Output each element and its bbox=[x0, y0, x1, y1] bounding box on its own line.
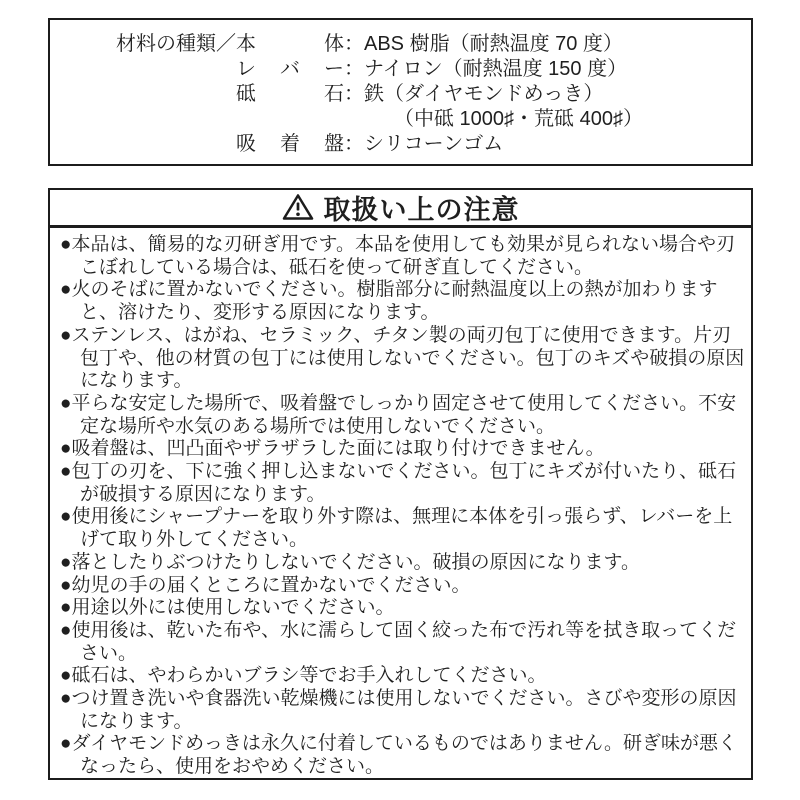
bullet-icon: ● bbox=[60, 461, 72, 483]
precaution-text: 砥石は、やわらかいブラシ等でお手入れしてください。 bbox=[71, 665, 547, 687]
bullet-icon: ● bbox=[60, 506, 72, 528]
materials-spec-box bbox=[48, 18, 753, 166]
precaution-item bbox=[60, 620, 747, 665]
precaution-text: 平らな安定した場所で、吸着盤でしっかり固定させて使用してください。不安定な場所や水気のある場所では使用しないでください。 bbox=[71, 392, 737, 437]
spec-value-suction-pad: シリコーンゴム bbox=[364, 133, 504, 155]
precaution-item bbox=[60, 575, 747, 598]
precautions-title: 取扱い上の注意 bbox=[323, 195, 520, 225]
bullet-icon: ● bbox=[60, 438, 72, 460]
bullet-icon: ● bbox=[60, 574, 72, 596]
precaution-item bbox=[60, 597, 747, 620]
bullet-icon: ● bbox=[60, 392, 72, 414]
precaution-text: 使用後は、乾いた布や、水に濡らして固く絞った布で汚れ等を拭き取ってください。 bbox=[71, 619, 737, 664]
spec-row-whetstone bbox=[50, 82, 751, 107]
materials-label: 材料の種類／ bbox=[116, 33, 236, 55]
precaution-item bbox=[60, 393, 747, 438]
precaution-item bbox=[60, 438, 747, 461]
precaution-item bbox=[60, 665, 747, 688]
spec-value-grit: （中砥 1000♯・荒砥 400♯） bbox=[394, 108, 643, 130]
bullet-icon: ● bbox=[60, 665, 72, 687]
spec-value-whetstone: 鉄（ダイヤモンドめっき） bbox=[364, 83, 604, 105]
spec-value-body: ABS 樹脂（耐熱温度 70 度） bbox=[364, 33, 623, 55]
precaution-item bbox=[60, 733, 747, 778]
bullet-icon: ● bbox=[60, 688, 72, 710]
spec-colon: ： bbox=[344, 133, 364, 155]
spec-key-whetstone: 砥 石 bbox=[236, 83, 344, 105]
spec-row-lever bbox=[50, 57, 751, 82]
precaution-text: 用途以外には使用しないでください。 bbox=[71, 597, 395, 619]
precaution-text: 吸着盤は、凹凸面やザラザラした面には取り付けできません。 bbox=[71, 438, 605, 460]
bullet-icon: ● bbox=[60, 733, 72, 755]
precaution-item bbox=[60, 279, 747, 324]
precaution-text: つけ置き洗いや食器洗い乾燥機には使用しないでください。さびや変形の原因になります。 bbox=[71, 688, 737, 732]
bullet-icon: ● bbox=[60, 279, 72, 301]
warning-triangle-icon bbox=[282, 193, 314, 221]
spec-row-whetstone-grit bbox=[50, 107, 751, 132]
precautions-header bbox=[50, 190, 751, 228]
precaution-text: 火のそばに置かないでください。樹脂部分に耐熱温度以上の熱が加わりますと、溶けたり、変形する原因になります。 bbox=[71, 279, 718, 324]
precaution-item bbox=[60, 234, 747, 279]
spec-key-lever: レ バ ー bbox=[236, 58, 344, 80]
bullet-icon: ● bbox=[60, 551, 72, 573]
spec-row-body bbox=[50, 32, 751, 57]
precaution-text: 落としたりぶつけたりしないでください。破損の原因になります。 bbox=[71, 551, 640, 573]
precaution-text: 包丁の刃を、下に強く押し込まないでください。包丁にキズが付いたり、砥石が破損する原因になります。 bbox=[71, 461, 737, 505]
spec-colon: ： bbox=[344, 83, 364, 105]
precaution-item bbox=[60, 461, 747, 506]
precautions-list bbox=[50, 228, 751, 779]
spec-key-suction-pad: 吸 着 盤 bbox=[236, 133, 344, 155]
bullet-icon: ● bbox=[60, 619, 72, 641]
precaution-item bbox=[60, 552, 747, 575]
precaution-text: 使用後にシャープナーを取り外す際は、無理に本体を引っ張らず、レバーを上げて取り外してください。 bbox=[71, 506, 733, 551]
precaution-text: ステンレス、はがね、セラミック、チタン製の両刃包丁に使用できます。片刃包丁や、他の材質の包丁には使用しないでください。包丁のキズや破損の原因になります。 bbox=[71, 324, 745, 392]
spec-colon: ： bbox=[344, 58, 364, 80]
precaution-item bbox=[60, 325, 747, 393]
precaution-item bbox=[60, 506, 747, 551]
precaution-text: 幼児の手の届くところに置かないでください。 bbox=[71, 574, 471, 596]
spec-key-body: 本 体 bbox=[236, 33, 344, 55]
spec-value-lever: ナイロン（耐熱温度 150 度） bbox=[364, 58, 628, 80]
bullet-icon: ● bbox=[60, 597, 72, 619]
precautions-box bbox=[48, 188, 753, 780]
bullet-icon: ● bbox=[60, 324, 72, 346]
bullet-icon: ● bbox=[60, 234, 72, 255]
precaution-text: ダイヤモンドめっきは永久に付着しているものではありません。研ぎ味が悪くなったら、使用をおやめください。 bbox=[71, 733, 738, 778]
spec-colon: ： bbox=[344, 33, 364, 55]
spec-row-suction-pad bbox=[50, 132, 751, 157]
precaution-item bbox=[60, 688, 747, 733]
precaution-text: 本品は、簡易的な刃研ぎ用です。本品を使用しても効果が見られない場合や刃こぼれしている場合は、砥石を使って研ぎ直してください。 bbox=[71, 234, 735, 278]
